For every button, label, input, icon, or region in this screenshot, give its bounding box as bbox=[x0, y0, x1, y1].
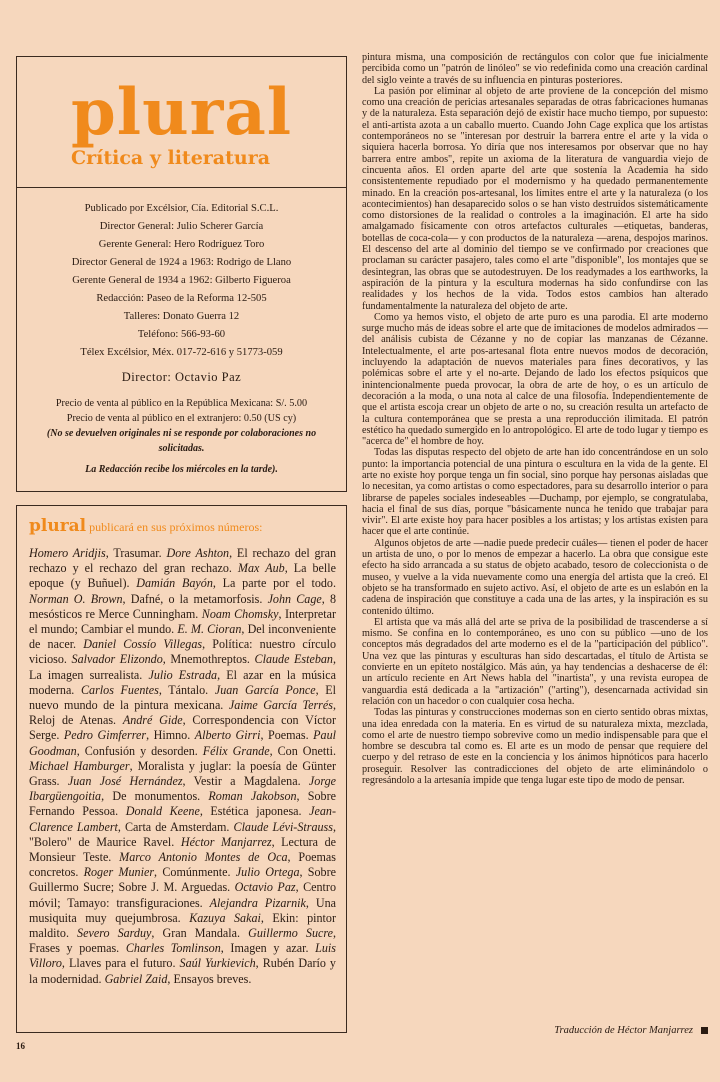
upcoming-title: , "Bolero" de Maurice Ravel. bbox=[29, 819, 336, 849]
upcoming-title: , Confusión y desorden. bbox=[76, 743, 203, 758]
upcoming-title: , Centro móvil; Tamayo: transfiguraciones. bbox=[29, 880, 336, 910]
director-line: Director: Octavio Paz bbox=[121, 370, 242, 384]
upcoming-title: , Estética japonesa. bbox=[199, 804, 310, 819]
upcoming-author: Salvador Elizondo bbox=[71, 652, 163, 667]
upcoming-author: Severo Sarduy bbox=[77, 926, 152, 941]
upcoming-author: Damián Bayón bbox=[136, 576, 213, 591]
upcoming-author: E. M. Cioran bbox=[177, 622, 242, 637]
article-body bbox=[362, 52, 708, 1010]
upcoming-title: , Himno. bbox=[146, 728, 195, 743]
price-mexico: Precio de venta al público en la República Mexicana: S/. 5.00 bbox=[55, 398, 308, 409]
article-paragraph: El artista que va más allá del arte se priva de la posibilidad de trascenderse a sí mismo. Se confina en lo contemporáneo, es uno con su público —uno de los conceptos más degradados del arte moderno es el de la "participación del público". Una vez que las pinturas y esculturas han sido descartadas, el título de Artista se convierte en un epíteto nostálgico. Más aún, ya hay tendencias a deshacerse de él: un artículo reciente en Art News habla del "inartista", y una revista europea de vanguardia está dedicada a la "artización" ("arting"), desencarnada actividad sin relación con un hacedor o con cualquier cosa hecha. bbox=[362, 616, 708, 707]
upcoming-author: Octavio Paz bbox=[234, 880, 296, 895]
upcoming-title: , Poemas. bbox=[260, 728, 314, 743]
upcoming-author: Héctor Manjarrez bbox=[180, 834, 272, 849]
upcoming-author: Félix Grande bbox=[202, 743, 270, 758]
upcoming-list bbox=[29, 546, 336, 987]
upcoming-title: , Comúnmente. bbox=[154, 865, 236, 880]
originals-note: (No se devuelven originales ni se responde por colaboraciones no solicitadas. bbox=[46, 428, 317, 454]
upcoming-author: Jean-Clarence Lambert bbox=[29, 804, 336, 834]
masthead-divider bbox=[17, 187, 346, 188]
upcoming-title: , Una musiquita muy quejumbrosa. bbox=[29, 895, 337, 925]
upcoming-author: Donald Keene bbox=[125, 804, 200, 819]
upcoming-title: , Política: nuestro círculo vicioso. bbox=[29, 637, 336, 667]
upcoming-author: Paul Goodman bbox=[29, 728, 336, 758]
upcoming-author: Roger Munier bbox=[83, 865, 155, 880]
credit-line: Publicado por Excélsior, Cía. Editorial S.C.L. bbox=[84, 203, 279, 214]
credit-line: Télex Excélsior, Méx. 017-72-616 y 51773-059 bbox=[80, 347, 283, 358]
upcoming-title: , Ensayos breves. bbox=[167, 971, 252, 986]
masthead-box bbox=[16, 56, 347, 492]
masthead-credits bbox=[29, 200, 334, 386]
upcoming-heading-text: publicará en sus próximos números: bbox=[89, 520, 263, 534]
upcoming-title: , Tántalo. bbox=[158, 682, 215, 697]
upcoming-title: , Vestir a Magdalena. bbox=[182, 774, 309, 789]
upcoming-author: Michael Hamburger bbox=[29, 758, 130, 773]
upcoming-title: , El azar en la música moderna. bbox=[29, 667, 336, 697]
upcoming-title: , Reloj de Atenas. bbox=[29, 698, 336, 728]
upcoming-author: Marco Antonio Montes de Oca bbox=[119, 850, 288, 865]
upcoming-title: , Dafné, o la metamorfosis. bbox=[122, 591, 268, 606]
article-paragraph: La pasión por eliminar al objeto de arte proviene de la concepción del mismo como una creación de pericias artesanales separadas de otras fabricaciones humanas y de la naturaleza. Esta separación dejó de existir hace mucho tiempo, por supuesto: el anti-artista azota a un caballo muerto. Cuando John Cage explica que los artistas contemporáneos no se "interesan por destruir la barrera entre el arte y la vida o siquiera hacerla borrosa. Yo diría que nos interesamos por observar que no hay barrera entre ambos", repite un axioma de la literatura de vanguardia viejo de cincuenta años. El orden aparte del arte que sostenía la Academia ha sido consistentemente repudiado por el modernismo y ha quedado permanentemente minado. En la creación pos-artesanal, los límites entre el arte y la naturaleza (o los acontecimientos) han desaparecido solos o se han visto destruidos sistemáticamente como distorsiones de la realidad o controles a la imaginación. El arte ha sido amalgamado físicamente con otros artefactos culturales —etiquetas, banderas, botellas de coca-cola— y con productos de la naturaleza —arena, despojos marinos. El descenso del arte al dominio del tiempo se ve confirmado por creaciones que proclaman su carácter pasajero, tales como el arte "disponible", los montajes que se desintegran, las obras que se autodestruyen. De los readymades a los earthworks, la aspiración de la pintura y la escultura modernas ha sido confundirse con las realidades y los hechos de la vida. Todos estos cambios han alterado fundamentalmente la naturaleza del objeto de arte. bbox=[362, 85, 708, 312]
upcoming-title: , Con Onetti. bbox=[269, 743, 336, 758]
editorial-hours: La Redacción recibe los miércoles en la tarde). bbox=[85, 464, 278, 475]
translation-credit bbox=[362, 1025, 708, 1039]
upcoming-author: John Cage bbox=[267, 591, 322, 606]
upcoming-title: , El rechazo del gran rechazo y el rechazo del gran rechazo. bbox=[29, 546, 337, 576]
upcoming-author: Alberto Girri bbox=[194, 728, 261, 743]
upcoming-heading bbox=[29, 516, 336, 536]
upcoming-title: , Gran Mandala. bbox=[151, 926, 249, 941]
article-paragraph: Todas las disputas respecto del objeto de arte han ido concentrándose en un solo punto: la importancia potencial de una pintura o escultura en la vida de la gente. El arte no existe hoy porque tenga un fin social, sino porque hay personas aisladas que lo necesitan, ya como artistas o como espectadores, para su desarrollo interior o para librarse de papeles sociales indeseables —Duchamp, por ejemplo, se congratulaba, hacia el final de sus días, porque "básicamente nunca he tenido que trabajar para vivir". El arte existe hoy para hacer posibles a los artistas; y los artistas existen para hacer que el arte continúe. bbox=[362, 447, 708, 538]
upcoming-author: Claude Lévi-Strauss bbox=[233, 819, 333, 834]
upcoming-title: , El nuevo mundo de la pintura mexicana. bbox=[29, 682, 337, 713]
upcoming-author: Homero Aridjis bbox=[29, 546, 106, 560]
upcoming-title: , Correspondencia con Víctor Serge. bbox=[29, 713, 336, 743]
upcoming-title: , Mnemothreptos. bbox=[162, 652, 255, 667]
upcoming-issues-box bbox=[16, 505, 347, 1033]
credit-line: Gerente General: Hero Rodríguez Toro bbox=[98, 239, 265, 250]
upcoming-title: , Carta de Amsterdam. bbox=[117, 819, 234, 834]
credit-line: Gerente General de 1934 a 1962: Gilberto Figueroa bbox=[72, 275, 291, 286]
upcoming-author: André Gide bbox=[122, 713, 183, 728]
upcoming-author: Carlos Fuentes bbox=[80, 682, 159, 697]
upcoming-title: , Imagen y azar. bbox=[220, 941, 316, 956]
upcoming-author: Juan García Ponce bbox=[214, 682, 316, 697]
price-info bbox=[29, 396, 334, 477]
upcoming-title: , La belle epoque (y Buñuel). bbox=[29, 561, 336, 591]
page-number: 16 bbox=[16, 1041, 25, 1051]
upcoming-author: Julio Ortega bbox=[235, 865, 300, 880]
upcoming-title: , Ekin: pintor maldito. bbox=[29, 910, 336, 941]
upcoming-author: Alejandra Pizarnik bbox=[209, 895, 306, 910]
article-paragraph: Como ya hemos visto, el objeto de arte puro es una parodia. El arte moderno surge mucho más de ideas sobre el arte que de imitaciones de modelos admirados —del análisis cubista de Cézanne y no de copiar las manzanas de Cézanne. Intelectualmente, el arte pos-artesanal flota entre nuevos modos de decoración, incluyendo la adaptación de nuevos materiales para fines decorativos, y las polémicas sobre el arte y el no-arte. Dejando de lado los efectos psíquicos que inintencionalmente pueda provocar, la obra de arte de hoy, o es un artículo de decoración a la moda, o una nota al calce de una filosofía. Independientemente de que el artista escoja crear un objeto de arte o no, su creación resulta un artefacto de la cultura contemporánea que se presta a una reproducción ilimitada. El patrón estético ha quedado sumergido en lo antropológico. El arte de todo lugar y tiempo es "acerca de" el hombre de hoy. bbox=[362, 311, 708, 448]
article-paragraph: Algunos objetos de arte —nadie puede predecir cuáles— tienen el poder de hacer un artista de uno, o por lo menos de empezar a hacerlo. La obra que consigue este efecto ha sido arrancada a su status de objeto acabado, tesoro de coleccionista o de museo, y vuelve a la vida nuevamente como una energía del artista que la creó. El objeto se ha transformado en sujeto activo. Así, el objeto de arte es un eslabón en la cadena de inspiración que constituye a cada una de las artes, y la inspiración es su contenido último. bbox=[362, 537, 708, 617]
article-paragraph: pintura misma, una composición de rectángulos con color que fue inicialmente percibida como un "patrón de linóleo" se vio redefinida como una creación cardinal del siglo veinte a través de su influencia en pinturas posteriores. bbox=[362, 52, 708, 86]
credit-line: Director General: Julio Scherer García bbox=[99, 221, 264, 232]
upcoming-title: , Lectura de Monsieur Teste. bbox=[29, 834, 336, 865]
translation-credit-text: Traducción de Héctor Manjarrez bbox=[554, 1025, 693, 1036]
upcoming-author: Gabriel Zaid bbox=[104, 971, 168, 986]
upcoming-title: , Trasumar. bbox=[105, 546, 167, 560]
upcoming-title: , Rubén Darío y la modernidad. bbox=[29, 956, 336, 986]
upcoming-author: Julio Estrada bbox=[148, 667, 218, 682]
end-mark-icon bbox=[701, 1027, 708, 1034]
upcoming-author: Roman Jakobson bbox=[208, 789, 297, 804]
upcoming-author: Noam Chomsky bbox=[201, 606, 279, 621]
upcoming-author: Jaime García Terrés bbox=[228, 698, 333, 713]
plural-logo: plural bbox=[71, 75, 293, 150]
upcoming-author: Juan José Hernández bbox=[67, 774, 183, 789]
upcoming-title: , De monumentos. bbox=[101, 789, 209, 804]
upcoming-title: , Frases y poemas. bbox=[29, 926, 337, 956]
upcoming-title: , 8 mesósticos re Merce Cunningham. bbox=[29, 591, 336, 621]
upcoming-title: , La parte por el todo. bbox=[212, 576, 336, 591]
upcoming-author: Jorge Ibargüengoitia bbox=[29, 774, 336, 804]
upcoming-author: Charles Tomlinson bbox=[125, 941, 221, 956]
upcoming-author: Kazuya Sakai bbox=[189, 910, 261, 925]
upcoming-title: , Sobre Fernando Pessoa. bbox=[29, 789, 336, 819]
upcoming-author: Daniel Cossío Villegas bbox=[83, 637, 203, 652]
credit-line: Talleres: Donato Guerra 12 bbox=[123, 311, 240, 322]
upcoming-title: , Interpretar el mundo; Cambiar el mundo. bbox=[29, 606, 336, 637]
credit-line: Director General de 1924 a 1963: Rodrigo de Llano bbox=[71, 257, 292, 268]
masthead-subtitle: Crítica y literatura bbox=[71, 147, 271, 169]
upcoming-author: Pedro Gimferrer bbox=[63, 728, 147, 743]
upcoming-title: , Llaves para el futuro. bbox=[61, 956, 180, 971]
article-paragraph: Todas las pinturas y construcciones modernas son en cierto sentido obras mixtas, una idea enredada con la materia. En es virtud de su naturaleza mixta, mezclada, como el arte de nuestro tiempo sobrevive como un medio indispensable para que el hombre se descubra tal como es. El arte es un modo de pensar que requiere del cuerpo y del retraso de este en la conciencia y los ánimos hipnóticos para hacerlo proseguir. Resolver las contradicciones del objeto de arte eliminándolo o regresándolo a la artesanía impide que tenga lugar este tipo de modo de pensar. bbox=[362, 707, 708, 786]
price-abroad: Precio de venta al público en el extranjero: 0.50 (US cy) bbox=[66, 413, 297, 424]
upcoming-author: Norman O. Brown bbox=[29, 591, 123, 606]
credit-line: Redacción: Paseo de la Reforma 12-505 bbox=[96, 293, 267, 304]
upcoming-title: , Moralista y juglar: la poesía de Günter Grass. bbox=[29, 758, 336, 789]
upcoming-author: Dore Ashton bbox=[166, 546, 230, 560]
plural-logo-small: plural bbox=[29, 516, 87, 536]
upcoming-author: Guillermo Sucre bbox=[248, 926, 333, 941]
credit-line: Teléfono: 566-93-60 bbox=[137, 329, 226, 340]
upcoming-title: , Poemas concretos. bbox=[29, 850, 336, 880]
upcoming-author: Claude Esteban bbox=[254, 652, 333, 667]
upcoming-author: Luis Villoro bbox=[29, 941, 336, 971]
upcoming-title: , La imagen surrealista. bbox=[29, 652, 337, 682]
upcoming-title: , Sobre Guillermo Sucre; Sobre J. M. Arguedas. bbox=[29, 865, 336, 895]
upcoming-author: Max Aub bbox=[237, 561, 285, 576]
upcoming-author: Saúl Yurkievich bbox=[179, 956, 256, 971]
upcoming-title: , Del inconveniente de nacer. bbox=[29, 622, 336, 652]
